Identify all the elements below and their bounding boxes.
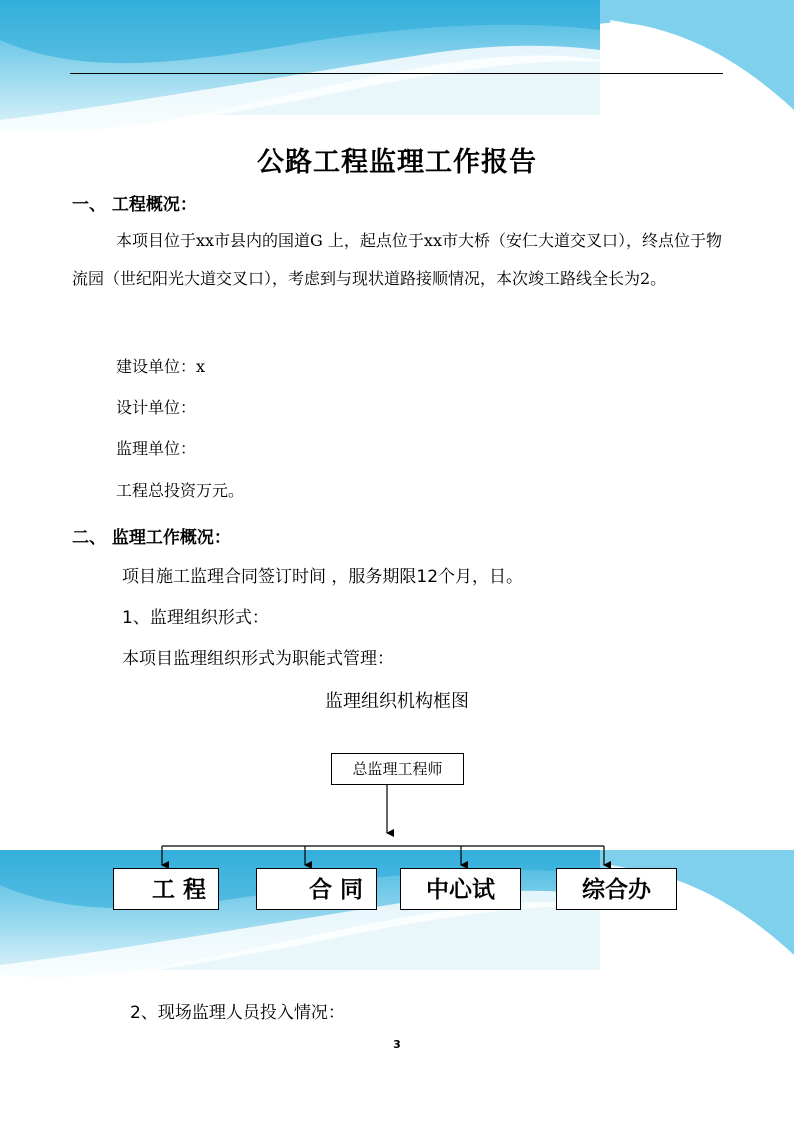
section-heading-supervision: 二、 监理工作概况： [72, 528, 231, 548]
designer-line: 设计单位： [116, 398, 197, 417]
supervisor-line: 监理单位： [116, 439, 197, 458]
document-title: 公路工程监理工作报告 [257, 147, 537, 178]
contract-line: 项目施工监理合同签订时间 ，服务期限12个月，日。 [122, 567, 524, 587]
investment-line: 工程总投资万元。 [116, 481, 245, 500]
org-chart-box-admin: 综合办 [556, 868, 677, 910]
overview-paragraph: 本项目位于xx市县内的国道G 上，起点位于xx市大桥（安仁大道交叉口），终点位于物流园（世纪阳光大道交叉口），考虑到与现状道路接顺情况，本次竣工路线全长为2。 [72, 231, 722, 288]
org-chart-root-box: 总监理工程师 [331, 753, 464, 785]
org-chart-box-engineering: 工 程 [113, 868, 219, 910]
section-heading-overview: 一、 工程概况： [72, 195, 197, 215]
builder-line: 建设单位：x [116, 357, 206, 376]
subheading-onsite-staff: 2、现场监理人员投入情况： [130, 1003, 345, 1023]
page-number: 3 [393, 1038, 401, 1051]
org-chart-box-contract: 合 同 [256, 868, 377, 910]
subheading-org-form: 1、监理组织形式： [122, 608, 269, 628]
org-chart-box-lab: 中心试 [400, 868, 521, 910]
org-chart-caption: 监理组织机构框图 [325, 691, 469, 712]
org-form-line: 本项目监理组织形式为职能式管理： [122, 649, 394, 669]
